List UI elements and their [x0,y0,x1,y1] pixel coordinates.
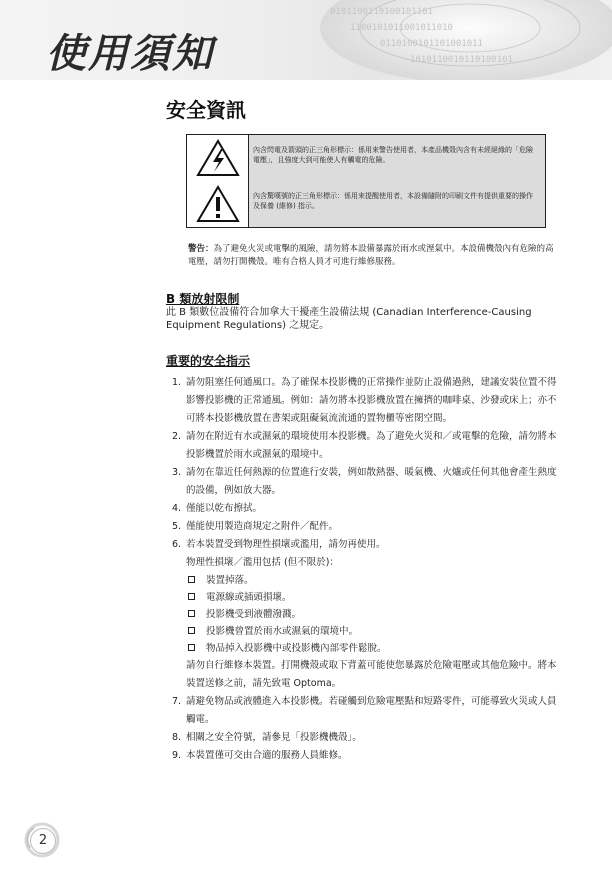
svg-text:1010110010110100101: 1010110010110100101 [410,55,513,65]
class-b-text: 此 B 類數位設備符合加拿大干擾產生設備法規 (Canadian Interference-Causing Equipment Regulations) 之規定。 [166,307,532,331]
bullet-item: 投影機受到液體潑濺。 [172,606,562,623]
page-header-title: 使用須知 [46,31,214,77]
svg-text:0110100101101001011: 0110100101101001011 [380,39,483,49]
bullet-item: 投影機曾置於雨水或濕氣的環境中。 [172,623,562,640]
warning-note-text: 為了避免火災或電擊的風險，請勿將本設備暴露於雨水或溼氣中。本設備機殼內有危險的高電壓，請勿打開機殼。唯有合格人員才可進行維修服務。 [188,244,554,267]
instructions-list [172,374,562,765]
warning-note [188,243,560,269]
list-item: 1. 請勿阻塞任何通風口。為了確保本投影機的正常操作並防止設備過熱，建議安裝位置不得影響投影機的正常通風。例如：請勿將本投影機放置在擁擠的咖啡桌、沙發或床上；亦不可將本投影機放置在書架或阻礙氣流流通的置物櫃等密閉空間。 [172,377,557,424]
list-item: 5. 僅能使用製造商規定之附件／配件。 [172,521,339,532]
damage-intro: 物理性損壞／濫用包括 (但不限於)： [186,557,339,568]
warning-row-attention [187,181,545,227]
lightning-triangle-icon [196,139,240,177]
instructions-title: 重要的安全指示 [166,354,251,368]
checkbox-square-icon [188,627,195,634]
bullet-item: 物品掉入投影機中或投影機內部零件鬆脫。 [172,640,562,657]
page-number: 2 [30,828,56,854]
list-item: 3. 請勿在靠近任何熱源的位置進行安裝，例如散熱器、暖氣機、火爐或任何其他會產生熱度的設備，例如放大器。 [172,467,557,496]
list-item: 9. 本裝置僅可交由合適的服務人員維修。 [172,750,348,761]
warning-text-electric: 內含閃電及箭頭的正三角形標示：係用來警告使用者，本產品機殼內含有未經絕緣的「危險電壓」，且強度大到可能使人有觸電的危險。 [249,135,545,181]
class-b-title: B 類放射限制 [166,292,240,306]
checkbox-square-icon [188,576,195,583]
bullet-item: 電源線或插頭損壞。 [172,589,562,606]
list-item: 4. 僅能以乾布擦拭。 [172,503,263,514]
warning-text-attention: 內含驚嘆號的正三角形標示：係用來提醒使用者，本設備隨附的印刷文件有提供重要的操作及保養 (維修) 指示。 [249,181,545,227]
warning-row-electric [187,135,545,182]
page-number-badge [24,822,60,858]
list-item: 2. 請勿在附近有水或濕氣的環境使用本投影機。為了避免火災和／或電擊的危險，請勿將本投影機置於雨水或濕氣的環境中。 [172,431,557,460]
list-item: 8. 相關之安全符號，請參見「投影機機殼」。 [172,732,362,743]
warning-symbol-table [186,134,546,228]
svg-text:0101100110100101101: 0101100110100101101 [330,7,433,17]
service-note: 請勿自行維修本裝置。打開機殼或取下背蓋可能使您暴露於危險電壓或其他危險中。將本裝置送修之前，請先致電 Optoma。 [186,660,557,689]
section-title: 安全資訊 [166,98,246,122]
list-item: 6. 若本裝置受到物理性損壞或濫用，請勿再使用。 [172,539,386,550]
svg-text:1100101011001011010: 1100101011001011010 [350,23,453,33]
warning-label: 警告： [188,244,214,254]
exclamation-triangle-icon [196,185,240,223]
checkbox-square-icon [188,644,195,651]
checkbox-square-icon [188,593,195,600]
bullet-item: 裝置掉落。 [172,572,562,589]
checkbox-square-icon [188,610,195,617]
list-item: 7. 請避免物品或液體進入本投影機。若碰觸到危險電壓點和短路零件，可能導致火災或人員觸電。 [172,696,557,725]
